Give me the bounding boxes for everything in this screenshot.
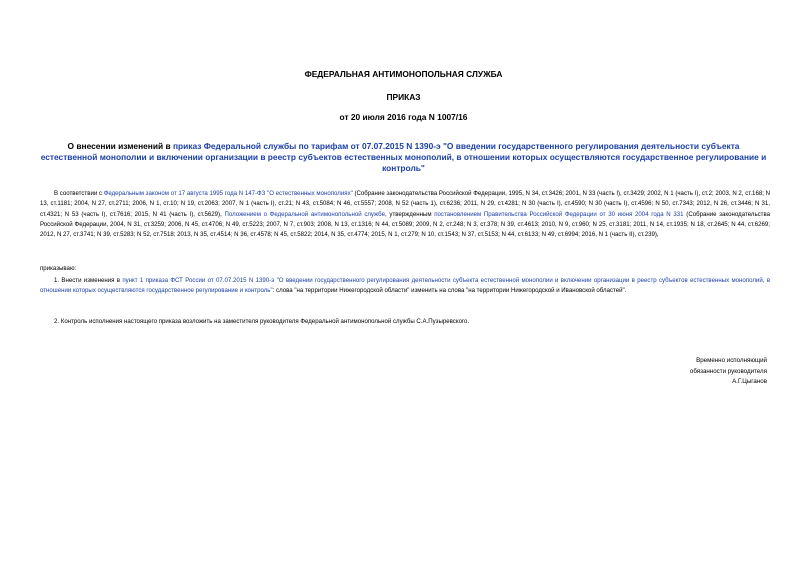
order-item-2: 2. Контроль исполнения настоящего приказа возложить на заместителя руководителя Федеральной антимонопольной службы С.А.Пузыревского. xyxy=(54,318,470,325)
preamble-text-2: (Собрание законодательства Российской Федерации, 1995, N 34, ст.3426; 2001, N 33 (часть I), ст.3429; 2002, N 1 (часть I), ст.2; 2003, N 2, ст.168; N 13, ст.1181; 2004, N 27, ст.2711; 2006, N 1, ст.10; N 19, ст.2063; 2007, N 1 (часть I), ст.21; N 43, ст.5084; N 46, ст.5557; 2008, N 52 (часть 1), ст.6236; 2011, N 29, ст.4281; N 30 (часть I), ст.4590; N 30 (часть I), ст.4596; N 50, ст.7343; 2012, N 26, ст.3446; N 31, ст.4321; N 53 (часть I), ст.7616; 2015, N 41 (часть I), ст.5629), xyxy=(40,190,771,218)
signature-name: А.Г.Цыганов xyxy=(732,378,767,385)
item1-text-1: 1. Внести изменения в xyxy=(54,277,123,284)
government-decree-link[interactable]: постановлением Правительства Российской Федерации от 30 июня 2004 года N 331 xyxy=(434,210,684,218)
preamble-text-1: В соответствии с xyxy=(54,190,104,197)
order-word: приказываю: xyxy=(40,265,77,272)
agency-name: ФЕДЕРАЛЬНАЯ АНТИМОНОПОЛЬНАЯ СЛУЖБА xyxy=(304,69,503,79)
signature-block xyxy=(690,356,767,388)
signature-line-1: Временно исполняющий xyxy=(696,357,767,364)
item1-text-2: : слова "на территории Нижегородской области" изменить на слова "на территории Нижегородской и Ивановской областей". xyxy=(272,287,627,295)
document-date-number: от 20 июля 2016 года N 1007/16 xyxy=(339,112,468,122)
fas-regulation-link[interactable]: Положением о Федеральной антимонопольной службе xyxy=(224,210,385,218)
fst-order-link[interactable]: пункт 1 приказа ФСТ России от 07.07.2015 N 1390-э "О введении государственного регулирования деятельности субъекта естественной монополии и включении организации в реестр субъектов естественных монополий, в отношении которых осуществляются государственное регулирование и контроль" xyxy=(40,277,770,295)
preamble-text-3: , утвержденным xyxy=(385,210,435,218)
order-item-1 xyxy=(40,276,770,297)
document-title xyxy=(40,141,767,175)
preamble-text-4: (Собрание законодательства Российской Федерации, 2004, N 31, ст.3259; 2006, N 45, ст.4706; N 49, ст.5223; 2007, N 7, ст.903; 2008, N 13, ст.1316; N 44, ст.5089; 2009, N 2, ст.248; N 3, ст.378; N 39, ст.4613; 2010, N 9, ст.960; N 25, ст.3181; 2011, N 14, ст.1935; N 18, ст.2645; N 44, ст.6269; 2012, N 27, ст.3741; N 39, ст.5283; N 52, ст.7518; 2013, N 35, ст.4514; N 36, ст.4578; N 45, ст.5822; 2014, N 35, ст.4774; 2015, N 1, ст.279; N 10, ст.1543; N 37, ст.5153; N 44, ст.6133; N 49, ст.6994; 2016, N 1 (часть II), ст.239), xyxy=(40,210,771,239)
document-type: ПРИКАЗ xyxy=(386,92,421,102)
title-link[interactable]: приказ Федеральной службы по тарифам от 07.07.2015 N 1390-э "О введении государственного регулирования деятельности субъекта естественной монополии и включении организации в реестр субъектов естественных монополий, в отношении которых осуществляются государственное регулирование и контроль" xyxy=(40,141,767,174)
signature-line-2: обязанности руководителя xyxy=(689,367,767,375)
federal-law-link[interactable]: Федеральным законом от 17 августа 1995 года N 147-ФЗ "О естественных монополиях" xyxy=(103,190,353,197)
title-prefix: О внесении изменений в xyxy=(67,141,173,151)
preamble-paragraph xyxy=(40,189,770,240)
